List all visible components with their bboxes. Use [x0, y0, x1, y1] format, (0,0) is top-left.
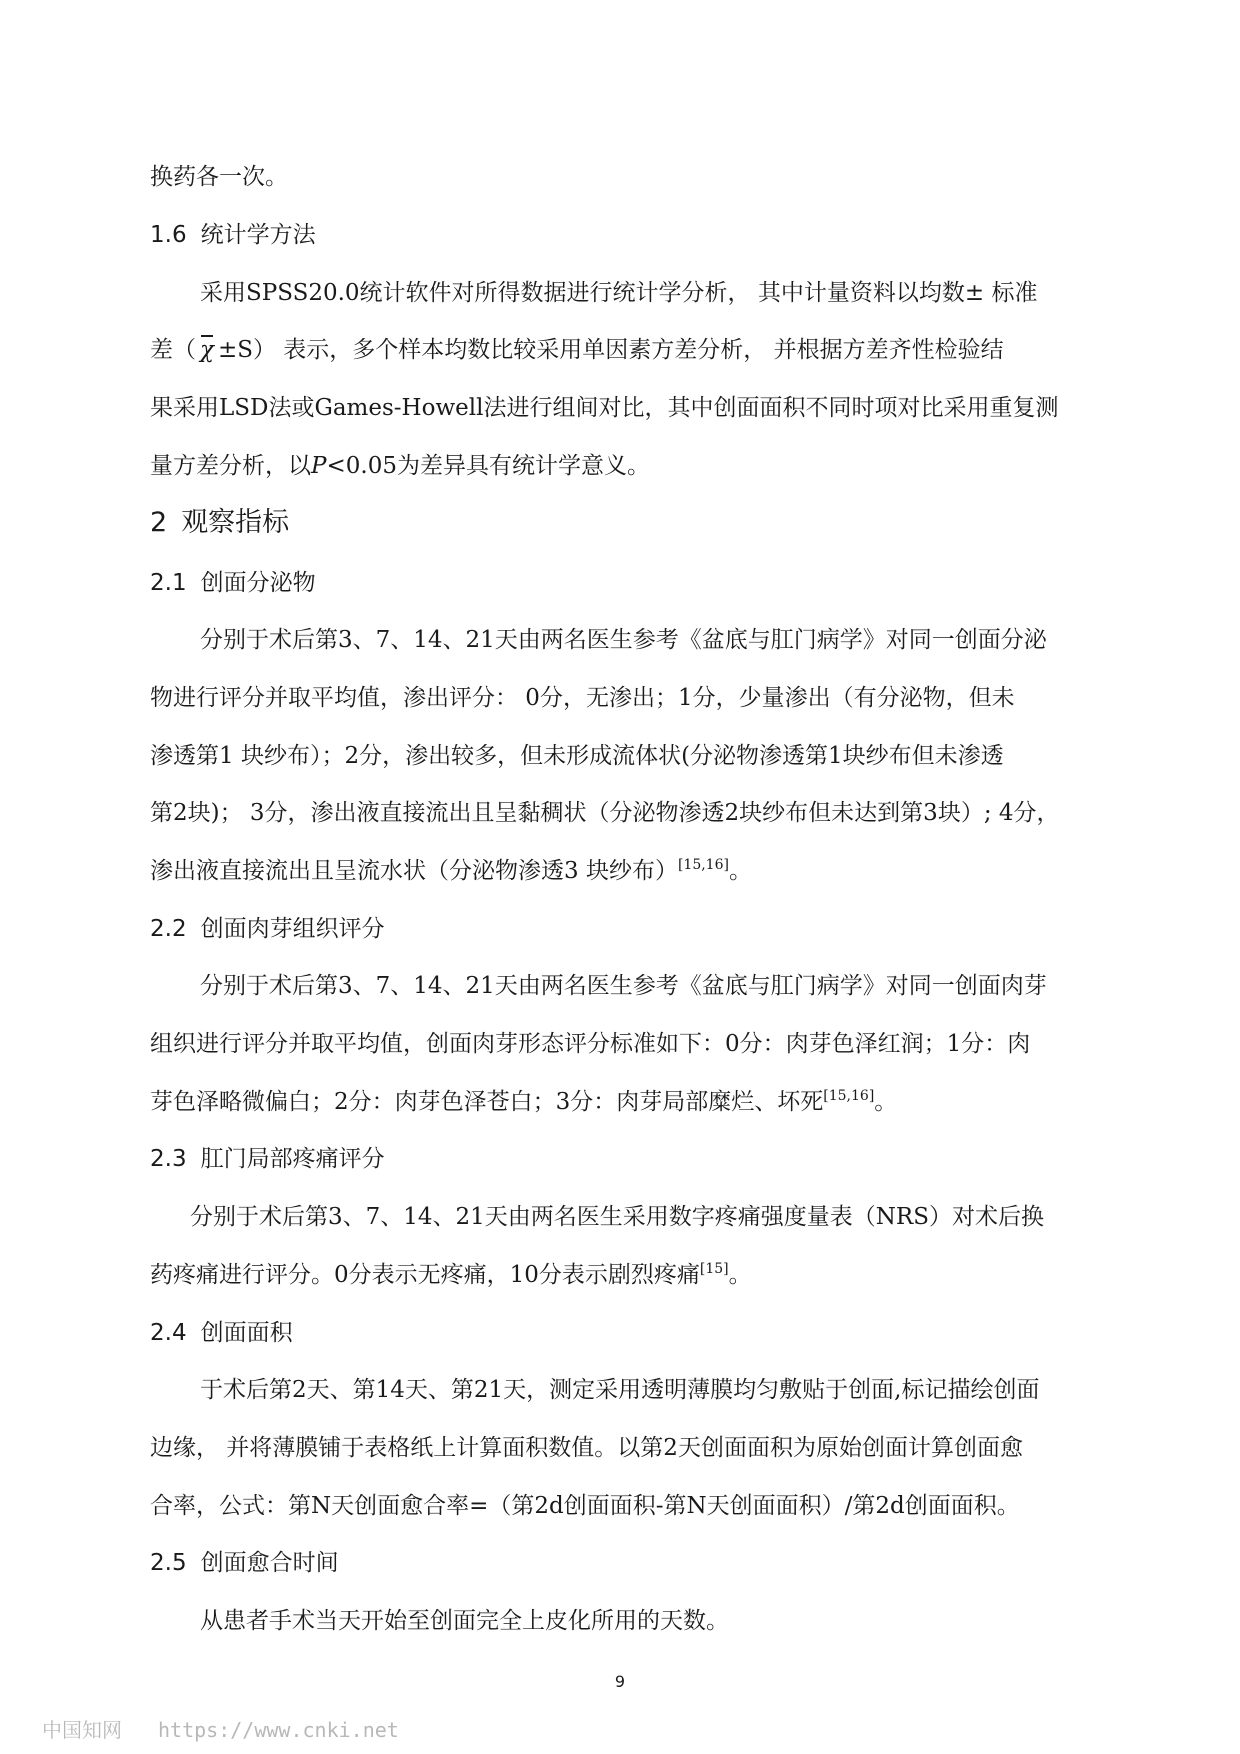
section-number: 1.6 — [150, 222, 187, 248]
section-heading-2-2 — [150, 912, 385, 946]
text: 。 — [874, 1089, 898, 1115]
paragraph-line — [150, 796, 1090, 830]
text: 量方差分析，以 — [150, 453, 311, 479]
mean-symbol: χ — [196, 333, 218, 367]
paragraph-line — [150, 1258, 1090, 1292]
paragraph-line — [190, 1200, 1130, 1234]
cnki-url: https://www.cnki.net — [158, 1718, 399, 1742]
text: 差（ — [150, 337, 196, 363]
section-heading-2-4 — [150, 1316, 293, 1350]
text: 。 — [728, 1262, 752, 1288]
section-title: 创面愈合时间 — [200, 1550, 339, 1576]
section-heading-2-3 — [150, 1142, 385, 1176]
citation-ref: [15,16] — [823, 1088, 875, 1104]
text: 边缘， 并将薄膜铺于表格纸上计算面积数值。以第2天创面面积为原始创面计算创面愈 — [150, 1435, 1023, 1461]
section-title: 创面分泌物 — [200, 570, 316, 596]
section-heading-2 — [150, 504, 289, 542]
paragraph-line — [150, 391, 1090, 425]
paragraph-line — [150, 1431, 1090, 1465]
text: 合率，公式：第N天创面愈合率=（第2d创面面积-第N天创面面积）/第2d创面面积。 — [150, 1493, 1020, 1519]
paragraph-line — [200, 1604, 1140, 1638]
paragraph-line — [200, 1373, 1140, 1407]
text: 分别于术后第3、7、14、21天由两名医生参考《盆底与肛门病学》对同一创面分泌 — [200, 627, 1047, 653]
section-number: 2.3 — [150, 1146, 187, 1172]
text: 于术后第2天、第14天、第21天，测定采用透明薄膜均匀敷贴于创面,标记描绘创面 — [200, 1377, 1040, 1403]
section-title: 肛门局部疼痛评分 — [200, 1146, 385, 1172]
text: 。 — [728, 858, 752, 884]
paragraph-line — [150, 739, 1090, 773]
text: 采用SPSS20.0统计软件对所得数据进行统计学分析， 其中计量资料以均数± 标准 — [200, 280, 1038, 306]
paragraph-line — [150, 681, 1090, 715]
text: 芽色泽略微偏白；2分：肉芽色泽苍白；3分：肉芽局部糜烂、坏死 — [150, 1089, 824, 1115]
paragraph-line — [200, 276, 1140, 310]
text: 物进行评分并取平均值，渗出评分： 0分，无渗出；1分，少量渗出（有分泌物，但未 — [150, 685, 1015, 711]
section-heading-2-1 — [150, 566, 316, 600]
paragraph-line — [150, 1489, 1090, 1523]
text: <0.05为差异具有统计学意义。 — [326, 453, 650, 479]
text: 分别于术后第3、7、14、21天由两名医生参考《盆底与肛门病学》对同一创面肉芽 — [200, 973, 1047, 999]
citation-ref: [15] — [699, 1261, 729, 1277]
text: 换药各一次。 — [150, 164, 288, 190]
paragraph-line — [150, 1085, 1090, 1119]
section-title: 创面肉芽组织评分 — [200, 916, 385, 942]
cnki-brand: 中国知网 — [42, 1718, 122, 1742]
text: 渗出液直接流出且呈流水状（分泌物渗透3 块纱布） — [150, 858, 678, 884]
text: 从患者手术当天开始至创面完全上皮化所用的天数。 — [200, 1608, 729, 1634]
paragraph-line — [200, 969, 1140, 1003]
text: 药疼痛进行评分。0分表示无疼痛，10分表示剧烈疼痛 — [150, 1262, 700, 1288]
text: 渗透第1 块纱布）；2分，渗出较多，但未形成流体状(分泌物渗透第1块纱布但未渗透 — [150, 743, 1004, 769]
section-title: 统计学方法 — [200, 222, 316, 248]
text: 果采用LSD法或Games-Howell法进行组间对比，其中创面面积不同时项对比采用重复测 — [150, 395, 1059, 421]
paragraph-line — [150, 333, 1090, 367]
page-number: 9 — [614, 1672, 626, 1691]
paragraph-line — [150, 449, 1090, 483]
section-heading-2-5 — [150, 1546, 339, 1580]
paragraph-line — [150, 854, 1090, 888]
p-symbol: P — [311, 453, 327, 479]
section-number: 2.2 — [150, 916, 187, 942]
text: 分别于术后第3、7、14、21天由两名医生采用数字疼痛强度量表（NRS）对术后换 — [190, 1204, 1044, 1230]
section-number: 2 — [150, 507, 168, 538]
paragraph-line — [150, 1027, 1090, 1061]
text: 第2块)； 3分，渗出液直接流出且呈黏稠状（分泌物渗透2块纱布但未达到第3块）; 4分， — [150, 800, 1060, 826]
text: 组织进行评分并取平均值，创面肉芽形态评分标准如下：0分：肉芽色泽红润；1分：肉 — [150, 1031, 1031, 1057]
paragraph-line — [200, 623, 1140, 657]
section-number: 2.1 — [150, 570, 187, 596]
section-heading-1-6 — [150, 218, 316, 252]
section-number: 2.5 — [150, 1550, 187, 1576]
text: ±S） 表示，多个样本均数比较采用单因素方差分析， 并根据方差齐性检验结 — [217, 337, 1004, 363]
section-title: 创面面积 — [200, 1320, 293, 1346]
section-title: 观察指标 — [181, 507, 290, 538]
paragraph-line — [150, 160, 1090, 194]
citation-ref: [15,16] — [677, 857, 729, 873]
section-number: 2.4 — [150, 1320, 187, 1346]
watermark-footer — [42, 1714, 399, 1743]
